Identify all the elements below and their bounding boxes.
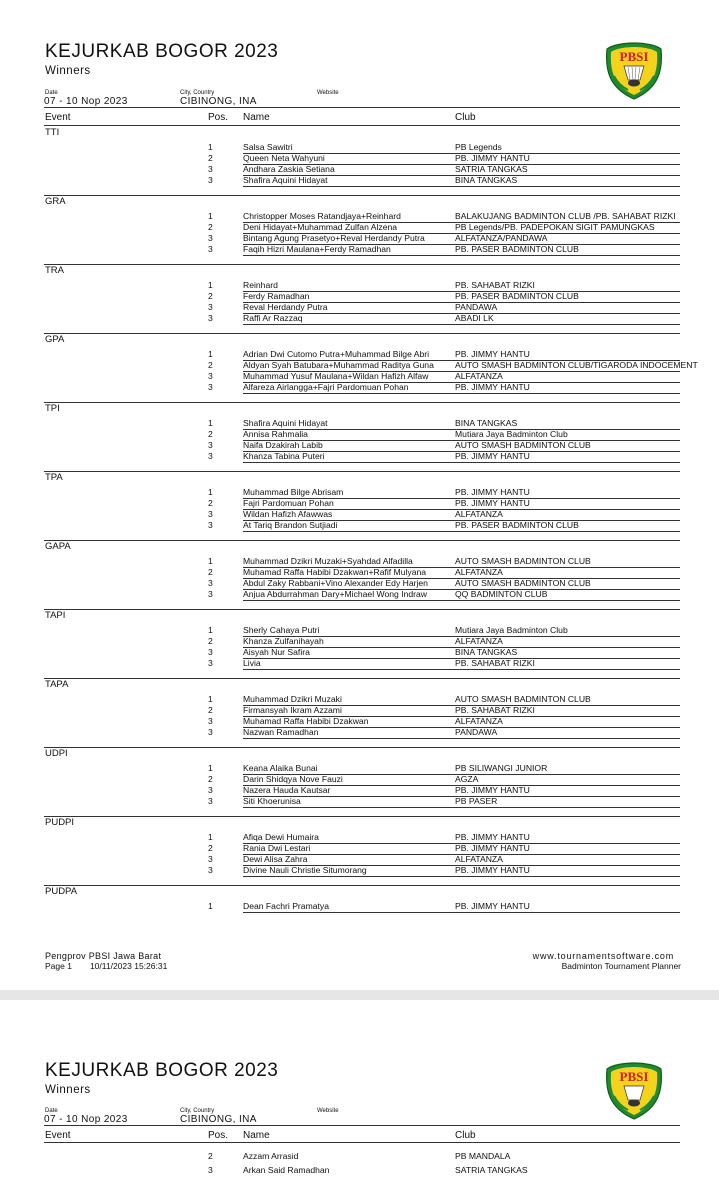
- winner-club: SATRIA TANGKAS: [455, 164, 528, 174]
- winner-club: AGZA: [455, 774, 479, 784]
- group-divider: [44, 609, 680, 610]
- table-row: [0, 382, 719, 393]
- table-row: [0, 785, 719, 796]
- winner-pos: 1: [208, 763, 213, 773]
- report-page-2: [0, 1000, 719, 1185]
- winner-pos: 3: [208, 589, 213, 599]
- table-row: [0, 291, 719, 302]
- table-row: [0, 705, 719, 716]
- row-underline: [243, 255, 680, 256]
- winner-name: Afiqa Dewi Humaira: [243, 832, 319, 842]
- winner-pos: 3: [208, 233, 213, 243]
- winner-club: SATRIA TANGKAS: [455, 1165, 528, 1175]
- winner-pos: 1: [208, 142, 213, 152]
- table-row: [0, 832, 719, 843]
- winner-name: Firmansyah Ikram Azzami: [243, 705, 342, 715]
- row-underline: [243, 531, 680, 532]
- table-row: [0, 1165, 719, 1176]
- winner-club: AUTO SMASH BADMINTON CLUB: [455, 694, 591, 704]
- header-event-p2: Event: [45, 1130, 71, 1141]
- winner-name: Azzam Arrasid: [243, 1151, 299, 1161]
- winner-pos: 3: [208, 578, 213, 588]
- winner-club: PB. JIMMY HANTU: [455, 843, 530, 853]
- table-row: [0, 658, 719, 669]
- winner-name: Siti Khoerunisa: [243, 796, 301, 806]
- winner-club: AUTO SMASH BADMINTON CLUB: [455, 556, 591, 566]
- winner-club: PANDAWA: [455, 302, 498, 312]
- winner-name: Wildan Hafizh Afawwas: [243, 509, 333, 519]
- group-divider: [44, 471, 680, 472]
- table-row: [0, 774, 719, 785]
- table-row: [0, 843, 719, 854]
- winner-pos: 3: [208, 313, 213, 323]
- winner-pos: 3: [208, 658, 213, 668]
- winner-name: Anjua Abdurrahman Dary+Michael Wong Indraw: [243, 589, 427, 599]
- winner-pos: 3: [208, 164, 213, 174]
- winner-club: PB SILIWANGI JUNIOR: [455, 763, 548, 773]
- table-row: [0, 498, 719, 509]
- city-value-p2: CIBINONG, INA: [180, 1114, 257, 1125]
- winner-pos: 2: [208, 222, 213, 232]
- row-underline: [243, 669, 680, 670]
- winner-pos: 1: [208, 211, 213, 221]
- table-row: [0, 429, 719, 440]
- row-underline: [243, 876, 680, 877]
- winner-club: QQ BADMINTON CLUB: [455, 589, 548, 599]
- winner-name: Aisyah Nur Safira: [243, 647, 310, 657]
- winner-name: Alfareza Airlangga+Fajri Pardomuan Pohan: [243, 382, 409, 392]
- table-row: [0, 349, 719, 360]
- header-pos: Pos.: [208, 112, 229, 123]
- table-row: [0, 567, 719, 578]
- row-underline: [243, 912, 680, 913]
- winner-pos: 1: [208, 832, 213, 842]
- winner-name: Sherly Cahaya Putri: [243, 625, 320, 635]
- winner-name: Shafira Aquini Hidayat: [243, 175, 328, 185]
- event-code: GRA: [45, 196, 66, 207]
- winner-name: Fajri Pardomuan Pohan: [243, 498, 334, 508]
- winner-club: PB. PASER BADMINTON CLUB: [455, 244, 579, 254]
- winner-name: Muhammad Dzikri Muzaki: [243, 694, 342, 704]
- winner-name: Reval Herdandy Putra: [243, 302, 328, 312]
- winner-name: Bintang Agung Prasetyo+Reval Herdandy Putra: [243, 233, 425, 243]
- winner-name: Salsa Sawitri: [243, 142, 293, 152]
- winner-club: BINA TANGKAS: [455, 647, 518, 657]
- table-row: [0, 280, 719, 291]
- table-row: [0, 233, 719, 244]
- event-code: PUDPI: [45, 817, 75, 828]
- page-separator: [0, 990, 719, 1000]
- table-row: [0, 578, 719, 589]
- winner-club: BINA TANGKAS: [455, 418, 518, 428]
- table-row: [0, 763, 719, 774]
- winner-pos: 3: [208, 440, 213, 450]
- winner-name: Andhara Zaskia Setiana: [243, 164, 335, 174]
- winner-pos: 3: [208, 520, 213, 530]
- footer-page-number: Page 1: [45, 961, 72, 971]
- winner-pos: 1: [208, 487, 213, 497]
- winner-pos: 3: [208, 865, 213, 875]
- winner-name: Annisa Rahmalia: [243, 429, 308, 439]
- winner-club: PB PASER: [455, 796, 498, 806]
- website-label: Website: [317, 90, 339, 96]
- table-row: [0, 796, 719, 807]
- table-row: [0, 625, 719, 636]
- date-label-p2: Date: [45, 1108, 58, 1114]
- winner-name: Khanza Zulfanihayah: [243, 636, 324, 646]
- winner-name: Divine Nauli Christie Situmorang: [243, 865, 367, 875]
- group-divider: [44, 264, 680, 265]
- winner-club: PB. JIMMY HANTU: [455, 451, 530, 461]
- winner-pos: 3: [208, 716, 213, 726]
- winner-club: PB. SAHABAT RIZKI: [455, 705, 535, 715]
- winner-pos: 3: [208, 647, 213, 657]
- date-value: 07 - 10 Nop 2023: [44, 96, 128, 107]
- report-title: KEJURKAB BOGOR 2023: [45, 41, 279, 62]
- winner-club: PB. SAHABAT RIZKI: [455, 658, 535, 668]
- winner-pos: 2: [208, 429, 213, 439]
- winner-name: Naifa Dzakirah Labib: [243, 440, 323, 450]
- winner-name: Muhammad Bilge Abrisam: [243, 487, 344, 497]
- header-name: Name: [243, 112, 270, 123]
- winner-name: Faqih Hizri Maulana+Ferdy Ramadhan: [243, 244, 391, 254]
- winner-pos: 2: [208, 291, 213, 301]
- winner-club: ALFATANZA/PANDAWA: [455, 233, 548, 243]
- table-row: [0, 487, 719, 498]
- winner-club: PB Legends/PB. PADEPOKAN SIGIT PAMUNGKAS: [455, 222, 655, 232]
- header-name-p2: Name: [243, 1130, 270, 1141]
- header-pos-p2: Pos.: [208, 1130, 229, 1141]
- winner-name: Dean Fachri Pramatya: [243, 901, 329, 911]
- winner-pos: 1: [208, 349, 213, 359]
- event-code: TPI: [45, 403, 60, 414]
- event-code: GPA: [45, 334, 65, 345]
- table-row: [0, 244, 719, 255]
- group-divider: [44, 747, 680, 748]
- winner-name: Raffi Ar Razzaq: [243, 313, 303, 323]
- winner-club: AUTO SMASH BADMINTON CLUB: [455, 440, 591, 450]
- group-divider: [44, 402, 680, 403]
- winner-name: Abdul Zaky Rabbani+Vino Alexander Edy Harjen: [243, 578, 428, 588]
- winner-pos: 1: [208, 625, 213, 635]
- table-row: [0, 418, 719, 429]
- event-code: TAPA: [45, 679, 69, 690]
- date-label: Date: [45, 90, 58, 96]
- winner-name: At Tariq Brandon Sutjiadi: [243, 520, 338, 530]
- winner-name: Khanza Tabina Puteri: [243, 451, 325, 461]
- event-code: GAPA: [45, 541, 71, 552]
- footer-website[interactable]: www.tournamentsoftware.com: [532, 951, 674, 961]
- group-divider: [44, 333, 680, 334]
- table-row: [0, 727, 719, 738]
- winner-pos: 3: [208, 302, 213, 312]
- winner-pos: 3: [208, 244, 213, 254]
- table-row: [0, 153, 719, 164]
- footer-app-name: Badminton Tournament Planner: [561, 961, 681, 971]
- table-row: [0, 865, 719, 876]
- winner-club: PANDAWA: [455, 727, 498, 737]
- row-underline: [243, 186, 680, 187]
- row-underline: [243, 807, 680, 808]
- table-row: [0, 451, 719, 462]
- footer-timestamp: 10/11/2023 15:26:31: [89, 961, 168, 971]
- table-row: [0, 636, 719, 647]
- winner-pos: 2: [208, 1151, 213, 1161]
- winner-pos: 1: [208, 694, 213, 704]
- table-row: [0, 313, 719, 324]
- table-row: [0, 142, 719, 153]
- winner-name: Muhamad Raffa Habibi Dzakwan: [243, 716, 369, 726]
- winner-pos: 3: [208, 382, 213, 392]
- city-label-p2: City, Country: [180, 1108, 215, 1114]
- winner-name: Ferdy Ramadhan: [243, 291, 310, 301]
- winner-name: Deni Hidayat+Muhammad Zulfan Alzena: [243, 222, 398, 232]
- website-label-p2: Website: [317, 1108, 339, 1114]
- table-row: [0, 509, 719, 520]
- winner-club: ALFATANZA: [455, 509, 503, 519]
- table-row: [0, 854, 719, 865]
- table-row: [0, 211, 719, 222]
- winner-pos: 3: [208, 175, 213, 185]
- table-row: [0, 164, 719, 175]
- winner-pos: 3: [208, 1165, 213, 1175]
- winner-name: Shafira Aquini Hidayat: [243, 418, 328, 428]
- winner-pos: 1: [208, 280, 213, 290]
- event-code: TPA: [45, 472, 63, 483]
- winner-name: Muhammad Dzikri Muzaki+Syahdad Alfadilla: [243, 556, 413, 566]
- header-club-p2: Club: [455, 1130, 476, 1141]
- winner-club: PB. JIMMY HANTU: [455, 487, 530, 497]
- winner-pos: 2: [208, 498, 213, 508]
- winner-name: Adrian Dwi Cutomo Putra+Muhammad Bilge Abri: [243, 349, 430, 359]
- winner-pos: 3: [208, 451, 213, 461]
- winner-pos: 1: [208, 418, 213, 428]
- pbsi-logo-icon: [604, 40, 664, 102]
- table-row: [0, 647, 719, 658]
- report-title-p2: KEJURKAB BOGOR 2023: [45, 1060, 279, 1081]
- winner-pos: 1: [208, 901, 213, 911]
- winner-name: Christopper Moses Ratandjaya+Reinhard: [243, 211, 401, 221]
- winner-pos: 2: [208, 636, 213, 646]
- winner-pos: 3: [208, 727, 213, 737]
- winner-club: PB. JIMMY HANTU: [455, 382, 530, 392]
- winner-name: Queen Neta Wahyuni: [243, 153, 325, 163]
- meta-divider: [44, 107, 680, 108]
- event-code: UDPI: [45, 748, 68, 759]
- winner-club: ALFATANZA: [455, 636, 503, 646]
- winner-pos: 2: [208, 774, 213, 784]
- table-row: [0, 302, 719, 313]
- winner-club: PB. SAHABAT RIZKI: [455, 280, 535, 290]
- meta-divider-p2: [44, 1125, 680, 1126]
- report-subtitle: Winners: [45, 65, 91, 77]
- winner-club: ALFATANZA: [455, 854, 503, 864]
- event-code: TTI: [45, 127, 60, 138]
- group-divider: [44, 678, 680, 679]
- city-value: CIBINONG, INA: [180, 96, 257, 107]
- table-row: [0, 175, 719, 186]
- winner-pos: 3: [208, 785, 213, 795]
- table-row: [0, 222, 719, 233]
- winner-name: Nazera Hauda Kautsar: [243, 785, 331, 795]
- table-row: [0, 440, 719, 451]
- winner-pos: 2: [208, 843, 213, 853]
- winner-pos: 2: [208, 360, 213, 370]
- winner-club: Mutiara Jaya Badminton Club: [455, 429, 568, 439]
- winner-club: ALFATANZA: [455, 567, 503, 577]
- winner-name: Livia: [243, 658, 261, 668]
- logo-text: PBSI: [619, 49, 649, 64]
- winner-pos: 1: [208, 556, 213, 566]
- table-row: [0, 360, 719, 371]
- table-row: [0, 901, 719, 912]
- winner-club: PB. JIMMY HANTU: [455, 349, 530, 359]
- header-event: Event: [45, 112, 71, 123]
- winner-name: Dewi Alisa Zahra: [243, 854, 308, 864]
- winner-club: PB. PASER BADMINTON CLUB: [455, 520, 579, 530]
- table-row: [0, 589, 719, 600]
- logo-text-p2: PBSI: [619, 1069, 649, 1084]
- winner-club: ALFATANZA: [455, 716, 503, 726]
- winner-club: ABADI LK: [455, 313, 494, 323]
- winner-club: BALAKUJANG BADMINTON CLUB /PB. SAHABAT RIZKI: [455, 211, 676, 221]
- winner-club: BINA TANGKAS: [455, 175, 518, 185]
- winner-name: Arkan Said Ramadhan: [243, 1165, 330, 1175]
- header-divider-p2: [44, 1142, 680, 1143]
- winner-club: PB. JIMMY HANTU: [455, 498, 530, 508]
- winner-name: Rania Dwi Lestari: [243, 843, 311, 853]
- winner-club: PB MANDALA: [455, 1151, 511, 1161]
- winner-name: Muhamad Raffa Habibi Dzakwan+Rafif Mulyana: [243, 567, 427, 577]
- group-divider: [44, 540, 680, 541]
- winner-name: Reinhard: [243, 280, 278, 290]
- winner-club: PB. PASER BADMINTON CLUB: [455, 291, 579, 301]
- winner-pos: 3: [208, 371, 213, 381]
- row-underline: [243, 393, 680, 394]
- row-underline: [243, 324, 680, 325]
- winner-club: PB. JIMMY HANTU: [455, 153, 530, 163]
- row-underline: [243, 600, 680, 601]
- winner-pos: 2: [208, 153, 213, 163]
- winner-club: PB. JIMMY HANTU: [455, 832, 530, 842]
- footer-organizer: Pengprov PBSI Jawa Barat: [45, 951, 162, 961]
- winner-club: Mutiara Jaya Badminton Club: [455, 625, 568, 635]
- winner-club: PB. JIMMY HANTU: [455, 865, 530, 875]
- winner-name: Nazwan Ramadhan: [243, 727, 319, 737]
- winner-club: PB. JIMMY HANTU: [455, 785, 530, 795]
- winner-pos: 3: [208, 509, 213, 519]
- winner-pos: 2: [208, 705, 213, 715]
- group-divider: [44, 885, 680, 886]
- table-row: [0, 520, 719, 531]
- winner-name: Aldyan Syah Batubara+Muhammad Raditya Guna: [243, 360, 434, 370]
- winner-club: AUTO SMASH BADMINTON CLUB/TIGARODA INDOCEMENT: [455, 360, 698, 370]
- winner-name: Darin Shidqya Nove Fauzi: [243, 774, 343, 784]
- header-divider: [44, 125, 680, 126]
- table-row: [0, 556, 719, 567]
- pbsi-logo-icon-p2: [604, 1060, 664, 1122]
- report-subtitle-p2: Winners: [45, 1084, 91, 1096]
- winner-pos: 3: [208, 796, 213, 806]
- group-divider: [44, 816, 680, 817]
- table-row: [0, 716, 719, 727]
- city-label: City, Country: [180, 90, 215, 96]
- winner-name: Keana Alaika Bunai: [243, 763, 318, 773]
- table-row: [0, 1151, 719, 1162]
- footer-page-info: [45, 961, 185, 971]
- winner-club: AUTO SMASH BADMINTON CLUB: [455, 578, 591, 588]
- date-value-p2: 07 - 10 Nop 2023: [44, 1114, 128, 1125]
- winner-club: PB. JIMMY HANTU: [455, 901, 530, 911]
- table-row: [0, 694, 719, 705]
- winner-pos: 2: [208, 567, 213, 577]
- row-underline: [243, 462, 680, 463]
- row-underline: [243, 738, 680, 739]
- table-row: [0, 371, 719, 382]
- event-code: TAPI: [45, 610, 66, 621]
- event-code: TRA: [45, 265, 64, 276]
- winner-name: Muhammad Yusuf Maulana+Wildan Hafizh Alfaw: [243, 371, 429, 381]
- header-club: Club: [455, 112, 476, 123]
- winner-club: PB Legends: [455, 142, 502, 152]
- group-divider: [44, 195, 680, 196]
- event-code: PUDPA: [45, 886, 78, 897]
- winner-pos: 3: [208, 854, 213, 864]
- winner-club: ALFATANZA: [455, 371, 503, 381]
